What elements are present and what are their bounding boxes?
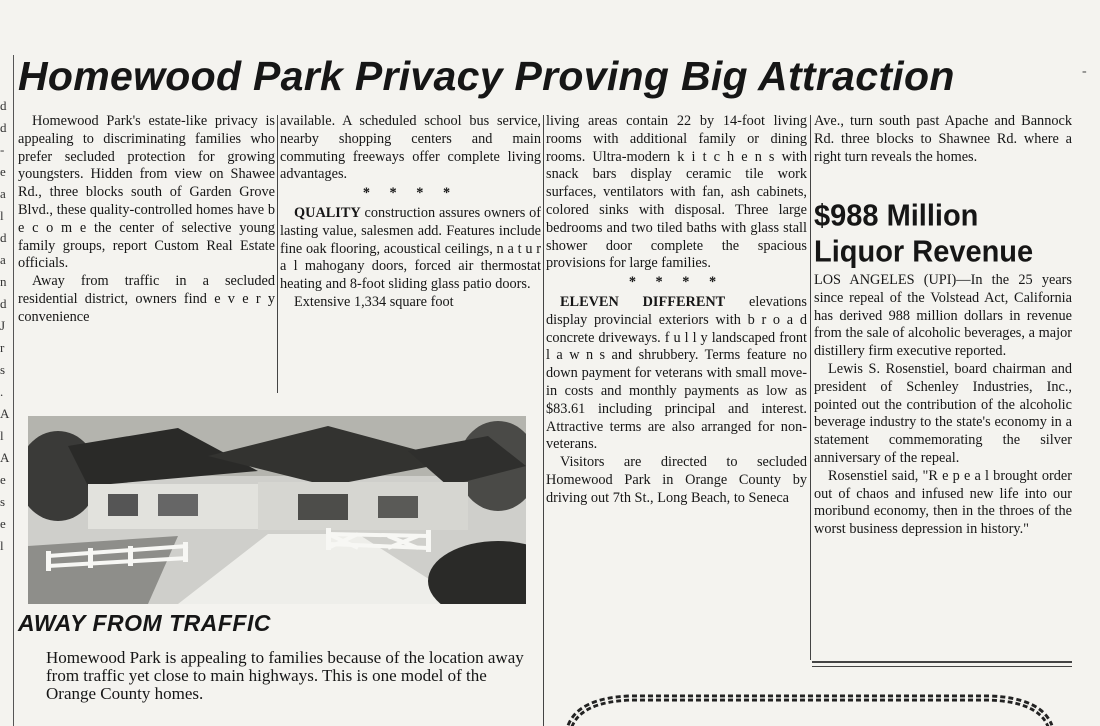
left-margin-fragments	[0, 95, 12, 726]
column-rule	[810, 115, 811, 660]
stray-mark: -	[1082, 64, 1087, 79]
margin-fragment: l	[0, 428, 4, 443]
column-rule	[543, 115, 544, 726]
paragraph: Visitors are directed to secluded Homewood Park in Orange County by driving out 7th St., Long Beach, to Seneca	[546, 454, 807, 506]
margin-fragment: d	[0, 98, 7, 113]
article-column-3	[546, 113, 807, 508]
sub-headline-line: Liquor Revenue	[814, 235, 1034, 269]
margin-fragment: s	[0, 362, 6, 377]
margin-fragment: e	[0, 472, 6, 487]
section-stars: * * * *	[362, 185, 459, 202]
column-rule	[277, 115, 278, 393]
margin-fragment: a	[0, 186, 6, 201]
margin-fragment: d	[0, 230, 7, 245]
paragraph: LOS ANGELES (UPI)—In the 25 years since repeal of the Volstead Act, California has derived 988 million dollars in revenue from the sale of alcoholic beverages, a major distillery firm executive reported.	[814, 272, 1072, 360]
house-photo-image	[28, 416, 526, 604]
section-lead: ELEVEN DIFFERENT	[560, 293, 726, 310]
article-column-4-story	[814, 272, 1072, 539]
rope-border-ornament	[550, 690, 1070, 726]
paragraph-text: elevations display provincial exteriors with b r o a d concrete driveways. f u l l y landscaped front l a w n s and shrubbery. Terms feature no down payment for veterans with small move-in costs and monthly payments as low as $83.61 including principal and interest. Attractive terms are also arranged for non-veterans.	[546, 293, 807, 453]
story-end-rule	[812, 666, 1072, 667]
paragraph: Rosenstiel said, "R e p e a l brought order out of chaos and infused new life into our moribund economy, then in the throes of the worst business depression in history."	[814, 467, 1072, 538]
photo-caption-text: Homewood Park is appealing to families because of the location away from traffic yet close to main highways. This is one model of the Orange County homes.	[46, 648, 524, 703]
margin-fragment: r	[0, 340, 5, 355]
margin-fragment: J	[0, 318, 6, 333]
margin-fragment: A	[0, 450, 10, 465]
paragraph: Away from traffic in a secluded residential district, owners find e v e r y convenience	[18, 273, 275, 325]
margin-fragment: A	[0, 406, 10, 421]
margin-fragment: a	[0, 252, 6, 267]
paragraph: Ave., turn south past Apache and Bannock Rd. three blocks to Shawnee Rd. where a right turn reveals the homes.	[814, 113, 1072, 165]
photo-caption-heading: AWAY FROM TRAFFIC	[18, 610, 271, 636]
paragraph: available. A scheduled school bus service, nearby shopping centers and main commuting freeways offer complete living advantages.	[280, 113, 541, 183]
paragraph	[280, 205, 541, 294]
house-photo	[28, 416, 526, 604]
article-column-1	[18, 113, 275, 327]
margin-fragment: l	[0, 208, 4, 223]
article-column-4	[814, 113, 1072, 166]
margin-fragment: n	[0, 274, 7, 289]
margin-fragment: d	[0, 296, 7, 311]
section-stars: * * * *	[628, 274, 725, 291]
paragraph: living areas contain 22 by 14-foot living rooms with additional family or dining rooms. Ultra-modern k i t c h e n s with snack bars display ceramic tile work surfaces, ventilators with fan, ash cabinets, colored sinks with disposal. Three large bedrooms and two tiled baths with glass stall shower door complete the spacious provisions for large families.	[546, 113, 807, 272]
paragraph	[546, 294, 807, 454]
margin-fragment: .	[0, 384, 4, 399]
margin-fragment: d	[0, 120, 7, 135]
paragraph: Extensive 1,334 square foot	[294, 293, 454, 310]
margin-fragment: e	[0, 164, 6, 179]
sub-headline-line: $988 Million	[814, 199, 979, 233]
article-column-2	[280, 113, 541, 312]
margin-fragment: l	[0, 538, 4, 553]
section-lead: QUALITY	[294, 204, 361, 221]
margin-fragment: -	[0, 142, 5, 157]
margin-fragment: e	[0, 516, 6, 531]
story-end-rule	[812, 661, 1072, 663]
margin-fragment: s	[0, 494, 6, 509]
left-column-rule	[13, 55, 14, 726]
paragraph: Homewood Park's estate-like privacy is appealing to discriminating families who prefer secluded protection for growing youngsters. Hidden from view on Shawee Rd., three blocks south of Garden Grove Blvd., these quality-controlled homes have b e c o m e the center of selective young family groups, report Custom Real Estate officials.	[18, 113, 275, 272]
paragraph: Lewis S. Rosenstiel, board chairman and president of Schenley Industries, Inc., pointed out the contribution of the alcoholic beverage industry to the state's economy in a statement commemorating the silver anniversary of the repeal.	[814, 360, 1072, 466]
sub-headline	[814, 198, 1033, 269]
paragraph-text: construction assures owners of lasting value, salesmen add. Features include fine oak flooring, acoustical ceilings, n a t u r a l mahogany doors, forced air thermostat heating and 8-foot sliding glass patio doors.	[280, 204, 541, 293]
headline: Homewood Park Privacy Proving Big Attraction	[18, 53, 955, 99]
